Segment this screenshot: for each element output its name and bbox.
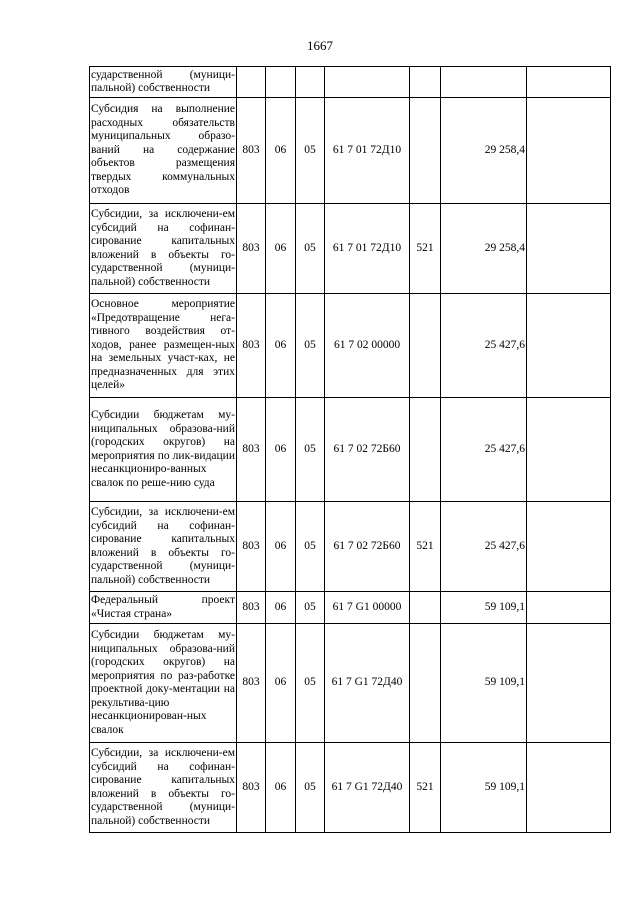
ministry-code: 803: [237, 502, 266, 592]
section-code: 06: [266, 592, 296, 624]
ministry-code: 803: [237, 592, 266, 624]
expense-type-code: 521: [410, 743, 441, 833]
row-name: Основное мероприятие «Предотвращение нега-тивного воздействия от-ходов, ранее размещен-ных на земельных участ-ках, не предназначенных для этих целей»: [90, 294, 237, 398]
row-name: Субсидии, за исключени-ем субсидий на софинан-сирование капитальных вложений в объекты го-сударственной (муници-пальной) собственности: [90, 743, 237, 833]
row-name: Субсидии, за исключени-ем субсидий на софинан-сирование капитальных вложений в объекты го-сударственной (муници-пальной) собственности: [90, 502, 237, 592]
budget-table: [89, 66, 611, 833]
amount: 59 109,1: [441, 624, 527, 743]
target-article-code: 61 7 02 72Б60: [325, 502, 410, 592]
amount: 25 427,6: [441, 502, 527, 592]
target-article-code: 61 7 01 72Д10: [325, 98, 410, 204]
target-article-code: 61 7 G1 00000: [325, 592, 410, 624]
ministry-code: 803: [237, 624, 266, 743]
table-row: [90, 204, 611, 294]
subsection-code: 05: [296, 204, 325, 294]
target-article-code: 61 7 G1 72Д40: [325, 743, 410, 833]
subsection-code: 05: [296, 98, 325, 204]
row-name: Субсидии бюджетам му-ниципальных образова-ний (городских округов) на мероприятия по лик-видации несанкциониро-ванных свалок по реше-нию суда: [90, 398, 237, 502]
section-code: 06: [266, 294, 296, 398]
section-code: 06: [266, 398, 296, 502]
ministry-code: 803: [237, 294, 266, 398]
amount: 59 109,1: [441, 592, 527, 624]
row-name: сударственной (муници-пальной) собственности: [90, 67, 237, 98]
page-number: 1667: [307, 38, 333, 53]
amount: 29 258,4: [441, 204, 527, 294]
table-row: [90, 592, 611, 624]
amount: 25 427,6: [441, 294, 527, 398]
expense-type-code: [410, 98, 441, 204]
expense-type-code: [410, 624, 441, 743]
amount: 25 427,6: [441, 398, 527, 502]
table-row: [90, 294, 611, 398]
subsection-code: 05: [296, 743, 325, 833]
section-code: [266, 67, 296, 98]
extra-cell: [527, 67, 611, 98]
ministry-code: 803: [237, 204, 266, 294]
section-code: 06: [266, 743, 296, 833]
subsection-code: 05: [296, 624, 325, 743]
expense-type-code: [410, 398, 441, 502]
expense-type-code: [410, 592, 441, 624]
target-article-code: 61 7 02 00000: [325, 294, 410, 398]
extra-cell: [527, 294, 611, 398]
subsection-code: [296, 67, 325, 98]
amount: [441, 67, 527, 98]
ministry-code: 803: [237, 743, 266, 833]
expense-type-code: 521: [410, 502, 441, 592]
table-row: [90, 502, 611, 592]
table-row: [90, 624, 611, 743]
row-name: Субсидия на выполнение расходных обязательств муниципальных образо-ваний на содержание объектов размещения твердых коммунальных отходов: [90, 98, 237, 204]
extra-cell: [527, 204, 611, 294]
expense-type-code: [410, 67, 441, 98]
extra-cell: [527, 398, 611, 502]
subsection-code: 05: [296, 502, 325, 592]
extra-cell: [527, 98, 611, 204]
expense-type-code: [410, 294, 441, 398]
target-article-code: 61 7 02 72Б60: [325, 398, 410, 502]
section-code: 06: [266, 204, 296, 294]
subsection-code: 05: [296, 592, 325, 624]
expense-type-code: 521: [410, 204, 441, 294]
subsection-code: 05: [296, 398, 325, 502]
extra-cell: [527, 743, 611, 833]
ministry-code: 803: [237, 98, 266, 204]
row-name: Федеральный проект «Чистая страна»: [90, 592, 237, 624]
ministry-code: 803: [237, 398, 266, 502]
target-article-code: 61 7 G1 72Д40: [325, 624, 410, 743]
target-article-code: [325, 67, 410, 98]
row-name: Субсидии бюджетам му-ниципальных образова-ний (городских округов) на мероприятия по раз-работке проектной доку-ментации на рекультива-цию несанкционирован-ных свалок: [90, 624, 237, 743]
ministry-code: [237, 67, 266, 98]
section-code: 06: [266, 502, 296, 592]
extra-cell: [527, 592, 611, 624]
subsection-code: 05: [296, 294, 325, 398]
row-name: Субсидии, за исключени-ем субсидий на софинан-сирование капитальных вложений в объекты го-сударственной (муници-пальной) собственности: [90, 204, 237, 294]
extra-cell: [527, 624, 611, 743]
amount: 59 109,1: [441, 743, 527, 833]
amount: 29 258,4: [441, 98, 527, 204]
table-row: [90, 743, 611, 833]
target-article-code: 61 7 01 72Д10: [325, 204, 410, 294]
section-code: 06: [266, 624, 296, 743]
table-row: [90, 67, 611, 98]
section-code: 06: [266, 98, 296, 204]
extra-cell: [527, 502, 611, 592]
table-row: [90, 98, 611, 204]
table-row: [90, 398, 611, 502]
